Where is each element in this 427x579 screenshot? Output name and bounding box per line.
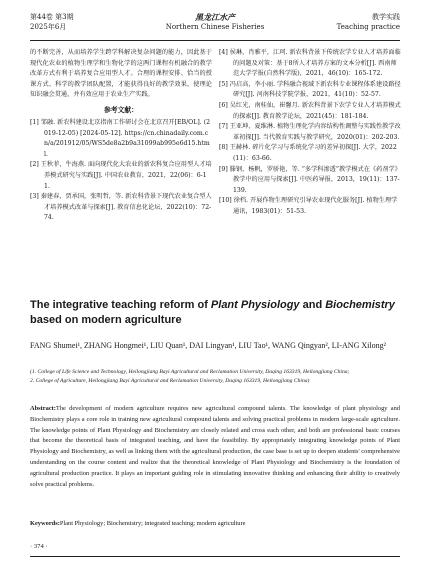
authors: FANG Shumei¹, ZHANG Hongmei¹, LIU Quan¹, DAI Lingyan¹, LIU Tao¹, WANG Qingyan², LI-ANG Xilong² xyxy=(30,341,386,350)
affiliation-1: (1. College of Life Science and Technology, Heilongjiang Bayi Agricultural and Reclamation University, Daqing 163319, Heilongjiang China; xyxy=(30,369,350,375)
right-column xyxy=(219,48,401,218)
page-number: · 374 · xyxy=(30,543,48,550)
reference-item: [5] 冯启高，李小丽. 学科融合视域下新农科专业课程体系建设路径研究[J]. 河南科技学院学报，2021，41(10)：52-57. xyxy=(219,80,401,99)
header-right xyxy=(337,12,400,32)
volume-issue: 第44卷 第3期 xyxy=(30,13,74,21)
reference-item: [9] 滕钢，杨帆，罗骄艳，等. “多学科渗透”教学模式在《药剂学》教学中的应用与探索[J]. 中医药导报，2013，19(11)：137-139. xyxy=(219,165,401,194)
page-header xyxy=(30,10,400,41)
issue-date: 2025年6月 xyxy=(30,23,67,31)
reference-item: [8] 王赫林. 碎片化学习与系统化学习的差异初探[J]. 大学，2022(11)：63-66. xyxy=(219,144,397,162)
section-name-cn: 教学实践 xyxy=(372,13,400,21)
reference-item: [3] 秦建春，贾承国，张明哲，等. 新农科背景下现代农业复合型人才培养模式改革与探索[J]. 教育信息化论坛，2022(10)：72-74. xyxy=(30,193,212,222)
abstract xyxy=(30,404,400,490)
title-part-italic: Biochemistry xyxy=(325,299,395,311)
reference-item: [7] 王亚坤，夏维淋. 植物生理化学内容结构性调整与实践性教学改革初探[J]. 当代教育实践与教学研究，2020(01)：202-203. xyxy=(219,123,401,141)
abstract-text: The development of modern agriculture requires new agricultural compound talents. The knowledge of plant physiology and Biochemistry plays a core role in training new agricultural compound talents and solving practical problems in modern large-scale agriculture. The knowledge points of Plant Physiology and Biochemistry are closely related and cross each other, and both are professional basic courses that become the theoretical basis of integrated teaching, and have the feasibility. By appropriately integrating knowledge points of Plant Physiology and Biochemistry, as well as linking them with the agricultural production, the case base is set up to deepen students' comprehensive understanding on the course content and realize that the theoretical knowledge of Plant Physiology and Biochemistry is the foundation of agricultural production practice. It plays an important guiding role in stimulating innovative thinking and enhancing their ability to creatively solve practical problems. xyxy=(30,405,400,488)
affiliations xyxy=(30,368,400,385)
reference-item: [1] 邹融. 新农科建设北京指南工作研讨会在北京召开[EB/OL]. (2019-12-05) [2024-05-12]. https://cn.chinadaily.com.cn/a/201912/05/WS5de8a2b9a31099ab995e6d15.html. xyxy=(30,118,211,158)
body-paragraph: 的不断完善，从而培养学生跨学科解决复杂问题的能力，因此基于现代化农业的植物生理学和生物化学的这两门课程有机融合的教学改革方式有利于培养复合应用型人才。合理的课程安排、恰当的授课方式、科学的教学团队配置，才能获得良好的教学效果，使理论知识融会贯通，并有效应用于农业生产实践。 xyxy=(30,49,212,99)
title-part: and xyxy=(299,299,326,311)
section-name-en: Teaching practice xyxy=(336,23,400,31)
reference-item: [6] 吴红光，南桂仙，崔馨月. 新农科背景下农学专业人才培养模式的探索[J]. 教育教学论坛，2021(45)：181-184. xyxy=(219,101,401,120)
reference-item: [4] 侯琳，肖雅平，江珂. 新农科背景下传统农学专业人才培养面临的问题及对策：基于8所人才培养方案的文本分析[J]. 西南师范大学学报(自然科学版)，2021，46(10)：165-172. xyxy=(219,49,401,78)
journal-name-cn: 黑龙江水产 xyxy=(195,12,235,22)
title-part: based on modern agriculture xyxy=(30,314,182,326)
keywords xyxy=(30,519,400,529)
footer-divider xyxy=(30,556,400,557)
title-part-italic: Plant Physiology xyxy=(210,299,300,311)
abstract-label: Abstract: xyxy=(30,405,56,412)
left-column xyxy=(30,48,212,224)
references-title: 参考文献： xyxy=(104,105,138,114)
article-title-en xyxy=(30,298,400,328)
affiliation-2: 2. College of Agriculture, Heilongjiang Bayi Agricultural and Reclamation University, Daqing 163319, Heilongjiang China) xyxy=(30,377,310,384)
title-part: The integrative teaching reform of xyxy=(30,299,211,311)
reference-item: [2] 王秋菲，牛海燕. 面向现代化大农业的新农科复合应用型人才培养模式研究与实践[J]. 中国农业教育，2021，22(06)：6-11. xyxy=(30,161,212,190)
journal-name-en: Northern Chinese Fisheries xyxy=(165,23,265,31)
keywords-text: Plant Physiology; Biochemistry; integrated teaching; modern agriculture xyxy=(59,520,246,527)
keywords-label: Keywords: xyxy=(30,520,60,527)
reference-item: [10] 徐档. 开展作物生理研究引导农业现代化服务[J]. 植物生理学通讯，1983(01)：51-53. xyxy=(219,197,398,215)
